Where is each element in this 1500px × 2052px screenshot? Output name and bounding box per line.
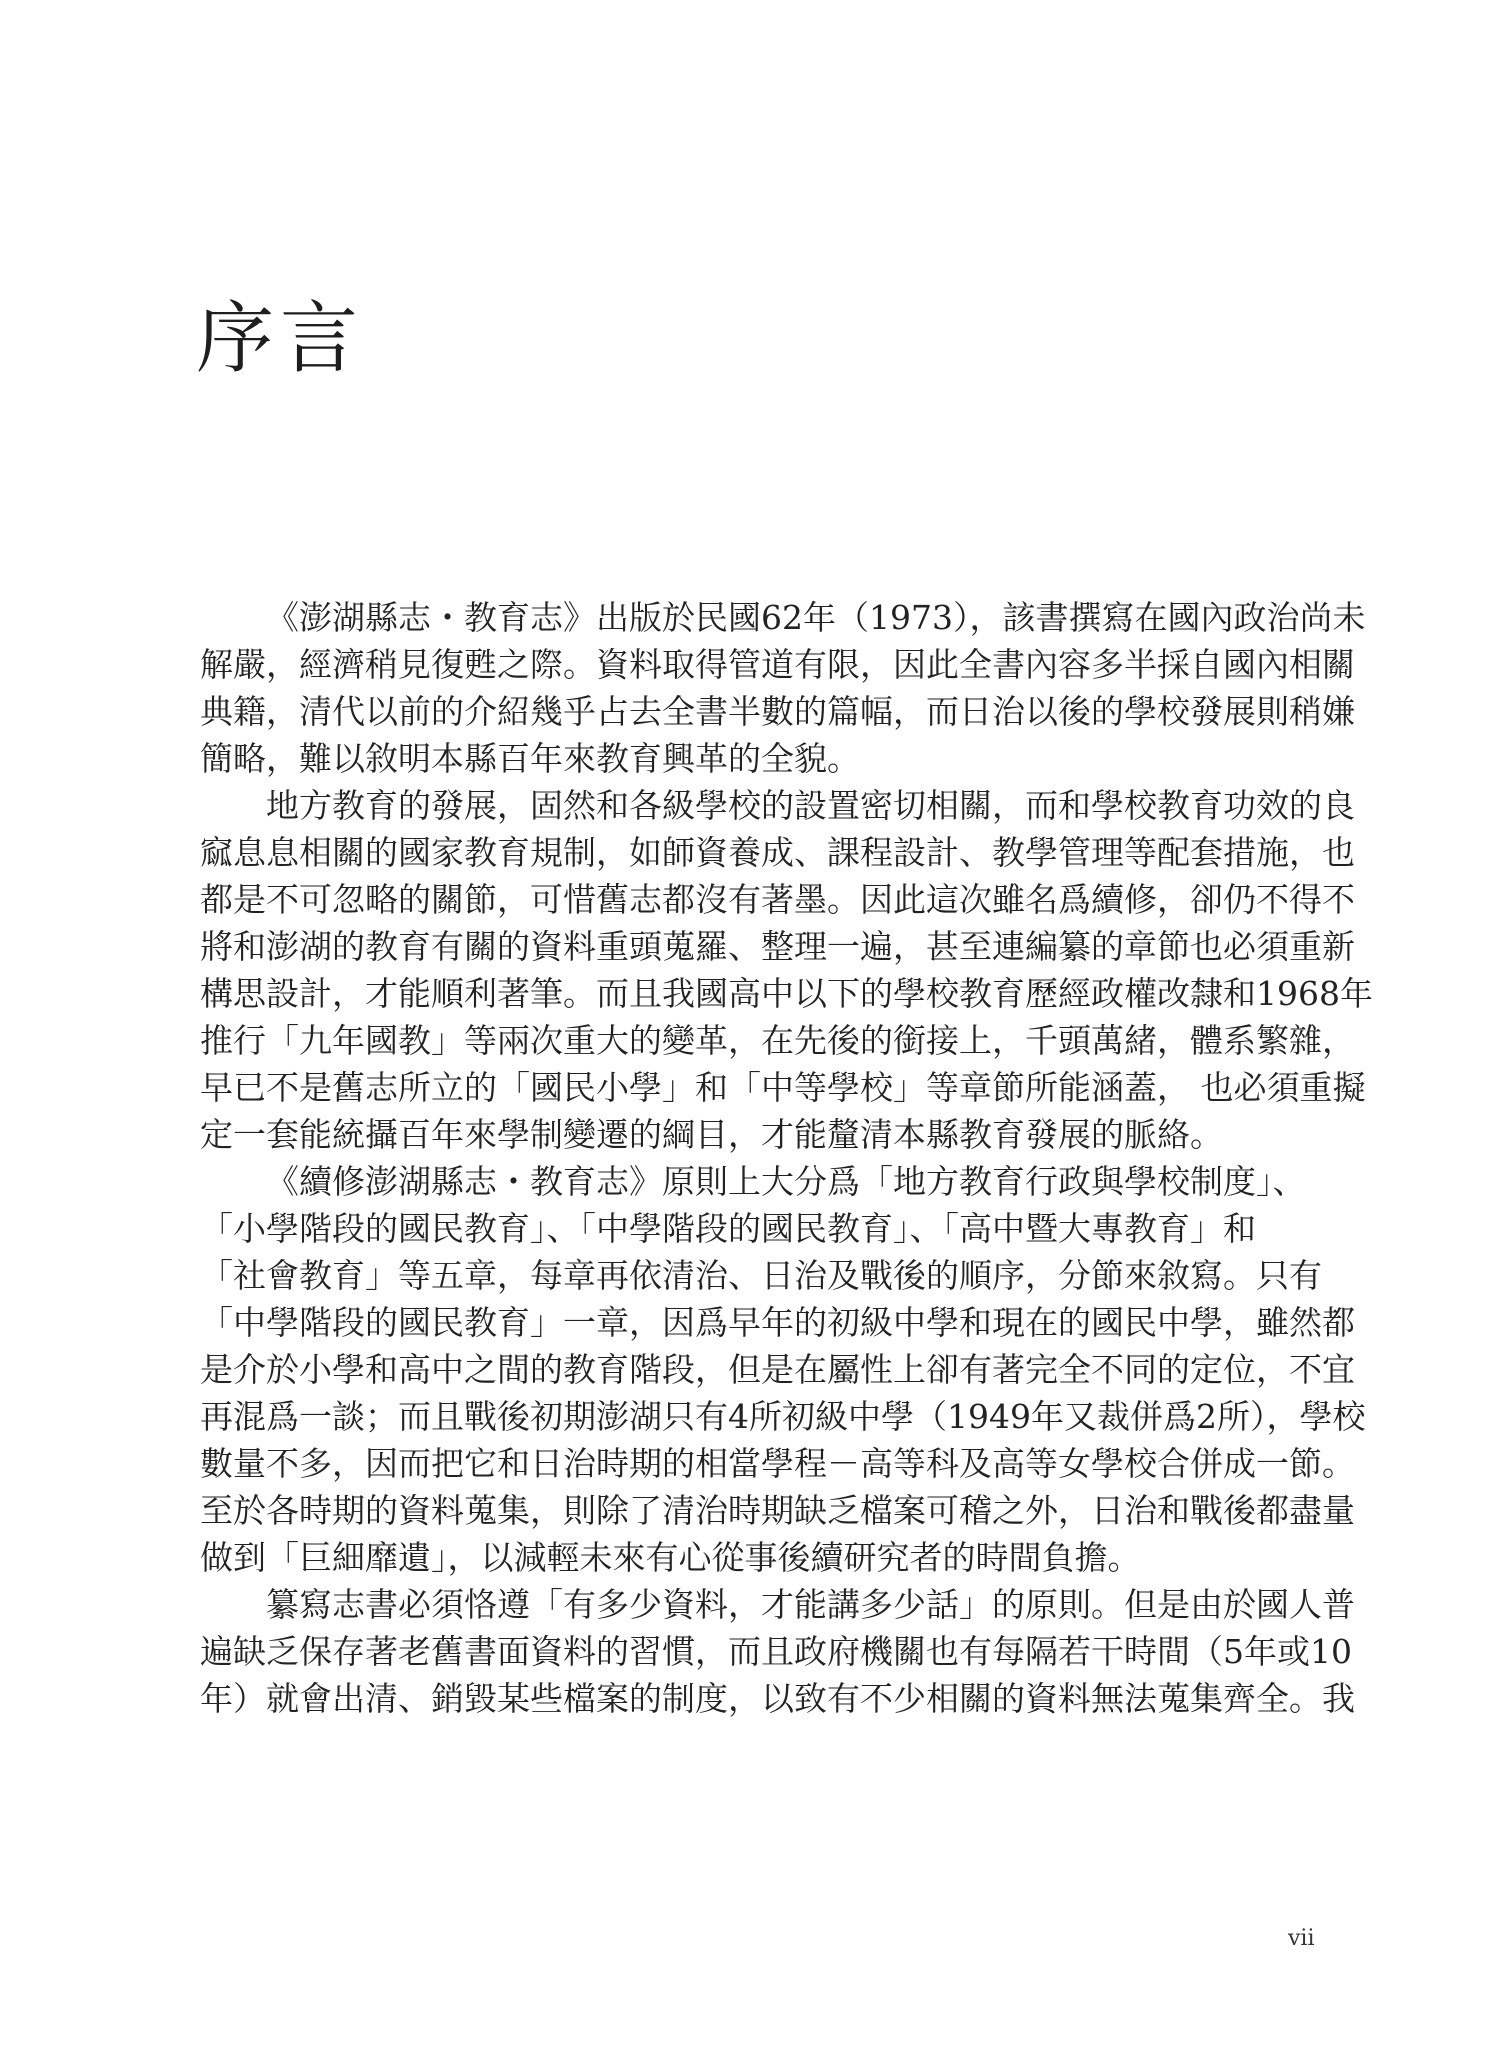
paragraph-line: 早已不是舊志所立的「國民小學」和「中等學校」等章節所能涵蓋， 也必須重擬	[200, 1068, 1366, 1107]
paragraph-line: 地方教育的發展，固然和各級學校的設置密切相關，而和學校教育功效的良	[266, 786, 1355, 825]
paragraph-line: 做到「巨細靡遺」，以減輕未來有心從事後續研究者的時間負擔。	[200, 1538, 1141, 1577]
paragraph-line: 纂寫志書必須恪遵「有多少資料，才能講多少話」的原則。但是由於國人普	[266, 1585, 1355, 1624]
paragraph-line: 推行「九年國教」等兩次重大的變革，在先後的銜接上，千頭萬緒，體系繁雜，	[200, 1021, 1355, 1060]
paragraph	[200, 782, 1373, 1158]
paragraph-line: 「小學階段的國民教育」、「中學階段的國民教育」、「高中暨大專教育」和	[200, 1209, 1256, 1248]
paragraph-line: 構思設計，才能順利著筆。而且我國高中以下的學校教育歷經政權改隸和1968年	[200, 974, 1373, 1013]
paragraph	[200, 1158, 1366, 1581]
paragraph-line: 遍缺乏保存著老舊書面資料的習慣，而且政府機關也有每隔若干時間（5年或10	[200, 1632, 1352, 1671]
paragraph-line: 至於各時期的資料蒐集，則除了清治時期缺乏檔案可稽之外，日治和戰後都盡量	[200, 1491, 1355, 1530]
paragraph-line: 典籍，清代以前的介紹幾乎占去全書半數的篇幅，而日治以後的學校發展則稍嫌	[200, 692, 1355, 731]
paragraph-line: 簡略，難以敘明本縣百年來教育興革的全貌。	[200, 739, 860, 778]
paragraph-line: 是介於小學和高中之間的教育階段，但是在屬性上卻有著完全不同的定位，不宜	[200, 1350, 1355, 1389]
paragraph-line: 《續修澎湖縣志・教育志》原則上大分爲「地方教育行政與學校制度」、	[266, 1162, 1306, 1201]
chapter-title: 序言	[196, 294, 365, 384]
paragraph-line: 再混爲一談；而且戰後初期澎湖只有4所初級中學（1949年又裁併爲2所），學校	[200, 1397, 1366, 1436]
paragraph-line: 數量不多，因而把它和日治時期的相當學程－高等科及高等女學校合併成一節。	[200, 1444, 1355, 1483]
paragraph	[200, 594, 1366, 782]
paragraph-line: 將和澎湖的教育有關的資料重頭蒐羅、整理一遍，甚至連編纂的章節也必須重新	[200, 927, 1355, 966]
page-number: vii	[1288, 1926, 1315, 1951]
paragraph-line: 年）就會出清、銷毀某些檔案的制度，以致有不少相關的資料無法蒐集齊全。我	[200, 1679, 1355, 1718]
paragraph-line: 定一套能統攝百年來學制變遷的綱目，才能釐清本縣教育發展的脈絡。	[200, 1115, 1223, 1154]
paragraph-line: 《澎湖縣志・教育志》出版於民國62年（1973），該書撰寫在國內政治尚未	[266, 598, 1366, 637]
paragraph-line: 「社會教育」等五章，每章再依清治、日治及戰後的順序，分節來敘寫。只有	[200, 1256, 1322, 1295]
paragraph	[200, 1581, 1355, 1722]
paragraph-line: 「中學階段的國民教育」一章，因爲早年的初級中學和現在的國民中學，雖然都	[200, 1303, 1355, 1342]
paragraph-line: 解嚴，經濟稍見復甦之際。資料取得管道有限，因此全書內容多半採自國內相關	[200, 645, 1355, 684]
body-text	[200, 594, 1373, 1722]
paragraph-line: 都是不可忽略的關節，可惜舊志都沒有著墨。因此這次雖名爲續修，卻仍不得不	[200, 880, 1355, 919]
paragraph-line: 窳息息相關的國家教育規制，如師資養成、課程設計、教學管理等配套措施，也	[200, 833, 1355, 872]
